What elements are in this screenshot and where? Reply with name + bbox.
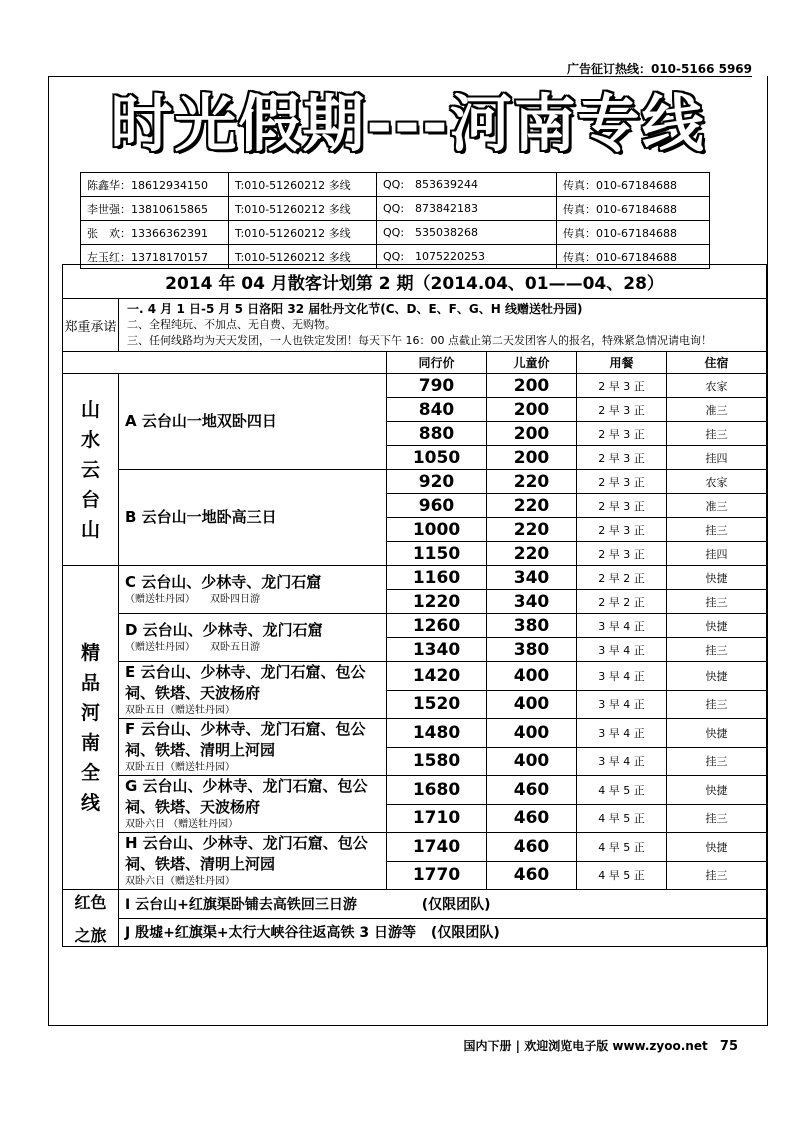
contact-tel: T:010-51260212 多线 — [229, 197, 377, 221]
price-row — [63, 662, 767, 691]
child-price: 400 — [487, 747, 577, 776]
category-red-line-1: 红色 — [74, 893, 107, 912]
peer-price: 840 — [387, 398, 487, 422]
child-price: 460 — [487, 804, 577, 833]
accommodation: 农家 — [667, 470, 767, 494]
contact-name: 张 欢：13366362391 — [81, 221, 229, 245]
peer-price: 1420 — [387, 662, 487, 691]
contact-qq-number: 1075220253 — [415, 250, 485, 263]
contact-fax: 传真：010-67184688 — [557, 221, 710, 245]
meal-plan: 3 早 4 正 — [577, 614, 667, 638]
contact-row — [81, 173, 710, 197]
contact-row — [81, 197, 710, 221]
page-number: 75 — [719, 1039, 738, 1054]
route-b: B 云台山一地卧高三日 — [119, 470, 387, 566]
accommodation: 挂三 — [667, 590, 767, 614]
price-row — [63, 614, 767, 638]
category-char: 云 — [80, 458, 100, 481]
category-char: 全 — [80, 761, 100, 784]
route-note: （赠送牡丹园） 双卧五日游 — [125, 642, 260, 653]
accommodation: 挂四 — [667, 542, 767, 566]
meal-plan: 2 早 2 正 — [577, 590, 667, 614]
route-c — [119, 566, 387, 614]
accommodation: 快捷 — [667, 833, 767, 862]
child-price: 220 — [487, 518, 577, 542]
header-meal: 用餐 — [577, 352, 667, 374]
accommodation: 挂三 — [667, 690, 767, 719]
accommodation: 挂三 — [667, 638, 767, 662]
meal-plan: 4 早 5 正 — [577, 833, 667, 862]
route-note: （赠送牡丹园） 双卧四日游 — [125, 594, 260, 605]
child-price: 220 — [487, 494, 577, 518]
route-note: 双卧六日（赠送牡丹园） — [125, 876, 235, 887]
promise-line-3: 三、任何线路均为天天发团，一人也铁定发团！每天下午 16：00 点截止第二天发团客人的报名，特殊紧急情况请电询！ — [127, 334, 712, 347]
route-name: C 云台山、少林寺、龙门石窟 — [125, 573, 322, 591]
peer-price: 1680 — [387, 776, 487, 805]
route-note: 双卧五日（赠送牡丹园） — [125, 705, 235, 716]
child-price: 380 — [487, 638, 577, 662]
price-row — [63, 470, 767, 494]
contact-name: 李世强：13810615865 — [81, 197, 229, 221]
child-price: 220 — [487, 470, 577, 494]
route-h — [119, 833, 387, 890]
category-char: 山 — [80, 518, 100, 541]
footer-text: 国内下册 | 欢迎浏览电子版 www.zyoo.net — [463, 1039, 708, 1053]
accommodation: 快捷 — [667, 662, 767, 691]
peer-price: 1580 — [387, 747, 487, 776]
peer-price: 1710 — [387, 804, 487, 833]
page-title: 时光假期---河南专线 — [110, 87, 706, 160]
category-char: 台 — [80, 488, 100, 511]
category-char: 南 — [80, 731, 100, 754]
child-price: 400 — [487, 662, 577, 691]
route-e — [119, 662, 387, 719]
header-stay: 住宿 — [667, 352, 767, 374]
accommodation: 挂三 — [667, 804, 767, 833]
peer-price: 1150 — [387, 542, 487, 566]
page-footer — [463, 1037, 738, 1054]
plan-title: 2014 年 04 月散客计划第 2 期（2014.04、01——04、28） — [63, 265, 767, 299]
route-note: 双卧五日（赠送牡丹园） — [125, 762, 235, 773]
meal-plan: 2 早 3 正 — [577, 470, 667, 494]
route-name: D 云台山、少林寺、龙门石窟 — [125, 621, 323, 639]
category-char: 河 — [80, 701, 100, 724]
accommodation: 快捷 — [667, 614, 767, 638]
contact-qq — [377, 221, 557, 245]
route-j-name: J 殷墟+红旗渠+太行大峡谷往返高铁 3 日游等 — [125, 925, 417, 942]
child-price: 460 — [487, 776, 577, 805]
peer-price: 1160 — [387, 566, 487, 590]
contact-tel: T:010-51260212 多线 — [229, 173, 377, 197]
category-char: 山 — [80, 398, 100, 421]
category-char: 水 — [80, 428, 100, 451]
route-d — [119, 614, 387, 662]
contact-qq-label: QQ: — [383, 178, 405, 191]
peer-price: 1340 — [387, 638, 487, 662]
child-price: 200 — [487, 422, 577, 446]
contact-qq-number: 853639244 — [415, 178, 478, 191]
accommodation: 挂三 — [667, 747, 767, 776]
header-blank — [63, 352, 387, 374]
contact-name: 陈鑫华：18612934150 — [81, 173, 229, 197]
accommodation: 准三 — [667, 398, 767, 422]
contact-qq-label: QQ: — [383, 250, 405, 263]
promise-line-2: 二、全程纯玩、不加点、无自费、无购物。 — [127, 318, 336, 331]
price-row — [63, 374, 767, 398]
accommodation: 农家 — [667, 374, 767, 398]
route-name: E 云台山、少林寺、龙门石窟、包公祠、铁塔、天波杨府 — [125, 663, 366, 702]
child-price: 220 — [487, 542, 577, 566]
route-i-note: (仅限团队) — [421, 896, 491, 913]
peer-price: 1480 — [387, 719, 487, 748]
peer-price: 1520 — [387, 690, 487, 719]
contact-qq-number: 535038268 — [415, 226, 478, 239]
peer-price: 960 — [387, 494, 487, 518]
contact-qq — [377, 197, 557, 221]
contact-fax: 传真：010-67184688 — [557, 245, 710, 269]
child-price: 400 — [487, 690, 577, 719]
contacts-table — [80, 172, 710, 269]
meal-plan: 2 早 3 正 — [577, 542, 667, 566]
contact-fax: 传真：010-67184688 — [557, 197, 710, 221]
meal-plan: 2 早 3 正 — [577, 518, 667, 542]
category-char: 精 — [80, 641, 100, 664]
route-i-name: I 云台山+红旗渠卧铺去高铁回三日游 — [125, 896, 357, 913]
peer-price: 1220 — [387, 590, 487, 614]
child-price: 200 — [487, 398, 577, 422]
child-price: 340 — [487, 566, 577, 590]
contact-name: 左玉红：13718170157 — [81, 245, 229, 269]
route-note: 双卧六日 （赠送牡丹园） — [125, 819, 239, 830]
ad-hotline: 广告征订热线：010-5166 5969 — [566, 62, 752, 76]
meal-plan: 2 早 3 正 — [577, 446, 667, 470]
accommodation: 挂三 — [667, 518, 767, 542]
meal-plan: 2 早 2 正 — [577, 566, 667, 590]
child-price: 400 — [487, 719, 577, 748]
category-yuntai — [63, 374, 119, 566]
contact-qq-label: QQ: — [383, 202, 405, 215]
meal-plan: 4 早 5 正 — [577, 861, 667, 890]
meal-plan: 3 早 4 正 — [577, 719, 667, 748]
route-name: F 云台山、少林寺、龙门石窟、包公祠、铁塔、清明上河园 — [125, 720, 366, 759]
category-char: 品 — [80, 671, 100, 694]
contact-tel: T:010-51260212 多线 — [229, 221, 377, 245]
meal-plan: 2 早 3 正 — [577, 374, 667, 398]
price-row — [63, 833, 767, 862]
route-g — [119, 776, 387, 833]
column-header-row — [63, 352, 767, 374]
child-price: 380 — [487, 614, 577, 638]
route-j — [119, 918, 767, 947]
header-peer-price: 同行价 — [387, 352, 487, 374]
child-price: 340 — [487, 590, 577, 614]
route-i — [119, 890, 767, 919]
accommodation: 快捷 — [667, 719, 767, 748]
promise-label: 郑重承诺 — [63, 299, 119, 352]
accommodation: 准三 — [667, 494, 767, 518]
category-char: 线 — [80, 791, 100, 814]
peer-price: 1770 — [387, 861, 487, 890]
meal-plan: 2 早 3 正 — [577, 422, 667, 446]
child-price: 200 — [487, 374, 577, 398]
peer-price: 1260 — [387, 614, 487, 638]
contact-qq — [377, 173, 557, 197]
header-child-price: 儿童价 — [487, 352, 577, 374]
category-henan — [63, 566, 119, 890]
meal-plan: 4 早 5 正 — [577, 804, 667, 833]
meal-plan: 2 早 3 正 — [577, 494, 667, 518]
price-row — [63, 776, 767, 805]
accommodation: 挂四 — [667, 446, 767, 470]
contact-fax: 传真：010-67184688 — [557, 173, 710, 197]
promise-text — [119, 299, 767, 352]
meal-plan: 3 早 4 正 — [577, 662, 667, 691]
accommodation: 挂三 — [667, 861, 767, 890]
child-price: 200 — [487, 446, 577, 470]
price-row — [63, 566, 767, 590]
route-name: G 云台山、少林寺、龙门石窟、包公祠、铁塔、天波杨府 — [125, 777, 368, 816]
contact-qq-number: 873842183 — [415, 202, 478, 215]
accommodation: 挂三 — [667, 422, 767, 446]
route-name: H 云台山、少林寺、龙门石窟、包公祠、铁塔、清明上河园 — [125, 834, 368, 873]
meal-plan: 2 早 3 正 — [577, 398, 667, 422]
category-red-line-2: 之旅 — [74, 926, 107, 945]
accommodation: 快捷 — [667, 566, 767, 590]
child-price: 460 — [487, 833, 577, 862]
contact-row — [81, 221, 710, 245]
peer-price: 790 — [387, 374, 487, 398]
price-row — [63, 719, 767, 748]
meal-plan: 4 早 5 正 — [577, 776, 667, 805]
meal-plan: 3 早 4 正 — [577, 638, 667, 662]
contact-qq-label: QQ: — [383, 226, 405, 239]
route-f — [119, 719, 387, 776]
peer-price: 1050 — [387, 446, 487, 470]
peer-price: 1740 — [387, 833, 487, 862]
promise-line-1: 一. 4 月 1 日-5 月 5 日洛阳 32 届牡丹文化节(C、D、E、F、G、H 线赠送牡丹园) — [127, 302, 583, 316]
route-j-note: (仅限团队) — [430, 925, 500, 942]
meal-plan: 3 早 4 正 — [577, 747, 667, 776]
peer-price: 1000 — [387, 518, 487, 542]
accommodation: 快捷 — [667, 776, 767, 805]
peer-price: 880 — [387, 422, 487, 446]
peer-price: 920 — [387, 470, 487, 494]
child-price: 460 — [487, 861, 577, 890]
plan-table — [62, 264, 767, 947]
meal-plan: 3 早 4 正 — [577, 690, 667, 719]
category-red-tour — [63, 890, 119, 947]
contact-tel: T:010-51260212 多线 — [229, 245, 377, 269]
route-a: A 云台山一地双卧四日 — [119, 374, 387, 470]
